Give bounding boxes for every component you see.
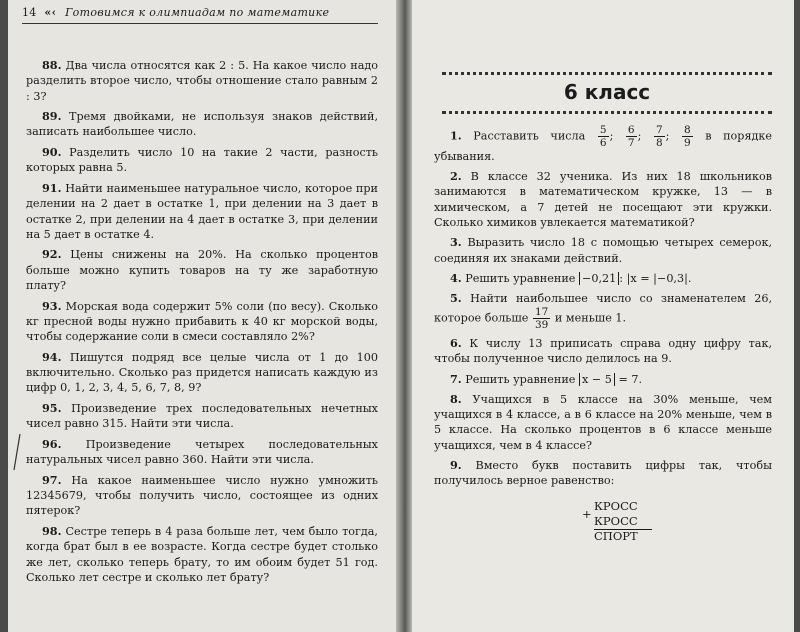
problem-text: Расставить числа: [473, 129, 586, 143]
plus-sign: +: [582, 507, 592, 521]
fraction: [533, 306, 550, 331]
problem-number: 90.: [42, 145, 62, 160]
problem-8: [434, 392, 772, 453]
header-title: Готовимся к олимпиадам по математике: [65, 6, 330, 19]
equation-rest: = 7.: [618, 372, 643, 386]
problem-text: Вместо букв поставить цифры так, чтобы получилось верное равенство:: [434, 458, 772, 488]
cryptarithm: [582, 499, 662, 544]
numerator: 8: [683, 124, 691, 136]
denominator: 8: [655, 137, 663, 149]
problem-number: 94.: [42, 349, 62, 364]
problem-97: [26, 473, 378, 519]
problem-list: [26, 58, 378, 590]
addend-1: КРОСС: [594, 499, 638, 513]
problem-number: 9.: [450, 457, 462, 472]
separator: ;: [637, 129, 642, 143]
numerator: 6: [627, 124, 635, 136]
header-mark: «‹: [44, 6, 57, 19]
problem-text: Учащихся в 5 классе на 30% меньше, чем учащихся в 4 классе, а в 6 классе на 20% меньше, чем в 5 классе. На сколько процентов в 6 классе меньше учащихся, чем в 4 классе?: [434, 392, 773, 452]
problem-5: [434, 291, 772, 331]
problem-text: К числу 13 приписать справа одну цифру так, чтобы полученное число делилось на 9.: [434, 337, 773, 366]
dotted-rule-bottom: [442, 111, 772, 114]
problem-number: 8.: [450, 391, 462, 406]
denominator: 9: [683, 137, 691, 149]
separator: ;: [609, 129, 614, 143]
problem-number: 89.: [42, 109, 62, 124]
dotted-rule-top: [442, 72, 772, 75]
problem-number: 88.: [42, 58, 62, 72]
problem-text: Произведение четырех последовательных натуральных чисел равно 360. Найти эти числа.: [26, 437, 378, 467]
fraction: [598, 124, 609, 149]
problem-number: 98.: [42, 523, 62, 538]
problem-number: 95.: [42, 401, 62, 416]
problem-text: Тремя двойками, не используя знаков действий, записать наибольшее число.: [26, 110, 378, 139]
problem-text: Решить уравнение: [465, 271, 576, 285]
problem-text: В классе 32 ученика. Из них 18 школьников занимаются в математическом кружке, 13 — в химическом, а 7 детей не посещают эти кружки. Сколько химиков увлекается математикой?: [434, 170, 772, 230]
abs-value: −0,21: [579, 272, 619, 285]
problem-number: 6.: [450, 336, 462, 351]
left-page: [8, 0, 396, 632]
grade-heading: 6 класс: [563, 80, 651, 104]
problem-93: [26, 299, 378, 345]
book-gutter: [396, 0, 412, 632]
running-header: [22, 6, 329, 19]
separator: ;: [665, 129, 670, 143]
fraction: [654, 124, 665, 149]
problem-text: На какое наименьшее число нужно умножить 12345679, чтобы получить число, состоящее из одних пятерок?: [26, 473, 378, 518]
problem-91: [26, 181, 378, 242]
problem-number: 7.: [450, 371, 462, 386]
problem-number: 5.: [450, 290, 462, 305]
denominator: 6: [599, 137, 607, 149]
problem-number: 3.: [450, 235, 462, 250]
header-rule: [22, 23, 378, 24]
fraction: [626, 124, 637, 149]
problem-9: [434, 458, 772, 489]
fraction: [682, 124, 693, 149]
problem-text: Сестре теперь в 4 раза больше лет, чем было тогда, когда брат был в ее возрасте. Когда сестре будет столько же лет, сколько теперь брату, то им обоим будет 51 год. Сколько лет сестре и сколько лет брату?: [26, 524, 378, 584]
numerator: 17: [534, 306, 549, 319]
numerator: 5: [599, 124, 607, 136]
page-number: 14: [22, 6, 37, 19]
problem-1: [434, 124, 772, 164]
problem-7: [434, 372, 772, 387]
problem-text: Найти наименьшее натуральное число, которое при делении на 2 дает в остатке 1, при делении на 3 дает в остатке 2, при делении на 4 дает в остатке 3, при делении на 5 дает в остатке 4.: [26, 181, 378, 241]
problem-96: [26, 437, 378, 468]
problem-2: [434, 169, 772, 230]
problem-98: [26, 524, 378, 585]
abs-value: x − 5: [579, 373, 615, 386]
addend-2: КРОСС: [594, 514, 638, 528]
grade6-problem-list: [434, 124, 772, 493]
problem-90: [26, 145, 378, 176]
problem-text: Произведение трех последовательных нечетных чисел равно 315. Найти эти числа.: [26, 402, 378, 431]
problem-4: [434, 271, 772, 286]
problem-text: Цены снижены на 20%. На сколько процентов больше можно купить товаров на ту же заработную плату?: [26, 248, 378, 293]
equation-rest: : |x = |−0,3|.: [619, 271, 692, 285]
problem-89: [26, 109, 378, 140]
problem-text: Морская вода содержит 5% соли (по весу). Сколько кг пресной воды нужно прибавить к 40 кг морской воды, чтобы содержание соли в смеси составляло 2%?: [26, 299, 378, 344]
numerator: 7: [655, 124, 663, 136]
problem-number: 97.: [42, 472, 62, 487]
problem-number: 1.: [450, 128, 462, 143]
problem-number: 96.: [42, 436, 62, 451]
problem-95: [26, 401, 378, 432]
problem-number: 92.: [42, 247, 62, 262]
problem-text-tail: и меньше 1.: [554, 311, 627, 325]
problem-94: [26, 350, 378, 396]
problem-text: Выразить число 18 с помощью четырех семерок, соединяя их знаками действий.: [434, 236, 772, 265]
problem-text: Решить уравнение: [465, 372, 576, 386]
problem-6: [434, 336, 772, 367]
problem-88: [26, 58, 378, 104]
problem-text: Разделить число 10 на такие 2 части, разность которых равна 5.: [26, 146, 378, 175]
pen-mark-icon: [12, 432, 22, 472]
problem-number: 93.: [42, 298, 62, 313]
denominator: 39: [534, 319, 549, 332]
problem-text-tail: в порядке убывания.: [434, 129, 772, 163]
problem-3: [434, 235, 772, 266]
problem-92: [26, 247, 378, 293]
problem-number: 91.: [42, 180, 62, 195]
right-page: [412, 0, 794, 632]
denominator: 7: [627, 137, 635, 149]
problem-number: 2.: [450, 169, 462, 184]
problem-text: Пишутся подряд все целые числа от 1 до 100 включительно. Сколько раз придется написать каждую из цифр 0, 1, 2, 3, 4, 5, 6, 7, 8, 9?: [26, 350, 378, 395]
problem-text: Два числа относятся как 2 : 5. На какое число надо разделить второе число, чтобы отношение стало равным 2 : 3?: [26, 59, 378, 103]
sum-result: СПОРТ: [594, 529, 638, 543]
problem-text: Найти наибольшее число со знаменателем 26, которое больше: [434, 291, 772, 325]
problem-number: 4.: [450, 270, 462, 285]
